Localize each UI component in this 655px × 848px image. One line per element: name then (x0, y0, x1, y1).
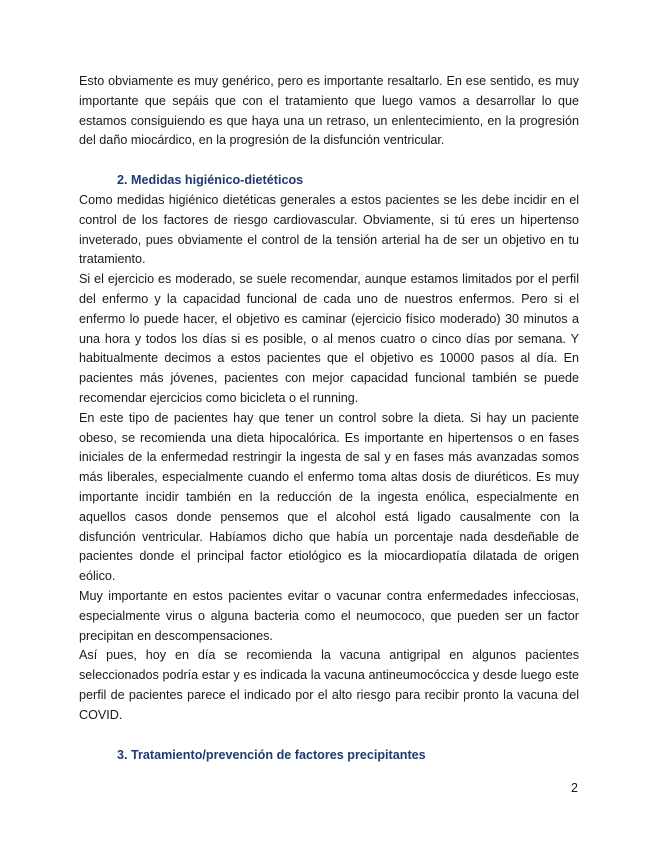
section-2-paragraph-4: Muy importante en estos pacientes evitar o vacunar contra enfermedades infecciosas, especialmente virus o alguna bacteria como el neumococo, que pueden ser un factor precipitan en descompensaciones. (79, 588, 579, 643)
section-2-paragraph-1: Como medidas higiénico dietéticas generales a estos pacientes se les debe incidir en el control de los factores de riesgo cardiovascular. Obviamente, si tú eres un hipertenso inveterado, pues obviamente el control de la tensión arterial ha de ser un objetivo en tu tratamiento. (79, 192, 579, 267)
page-number: 2 (570, 781, 578, 795)
section-2-paragraph-5: Así pues, hoy en día se recomienda la vacuna antigripal en algunos pacientes seleccionados podría estar y es indicada la vacuna antineumocóccica y desde luego este perfil de pacientes parece el indicado por el alto riesgo para recibir pronto la vacuna del COVID. (79, 648, 579, 722)
section-2-paragraph-3: En este tipo de pacientes hay que tener un control sobre la dieta. Si hay un paciente obeso, se recomienda una dieta hipocalórica. Es importante en hipertensos o en fases iniciales de la enfermedad restringir la ingesta de sal y en fases más avanzadas somos más liberales, especialmente cuando el enfermo toma altas dosis de diuréticos. Es muy importante incidir también en la reducción de la ingesta enólica, especialmente en aquellos casos donde pensemos que el alcohol está ligado causalmente con la disfunción ventricular. Habíamos dicho que había un porcentaje nada desdeñable de pacientes donde el principal factor etiológico es la miocardiopatía dilatada de origen eólico. (79, 410, 579, 584)
section-2-heading: 2. Medidas higiénico-dietéticos (117, 173, 304, 188)
intro-paragraph: Esto obviamente es muy genérico, pero es importante resaltarlo. En ese sentido, es muy importante que sepáis que con el tratamiento que luego vamos a desarrollar lo que estamos consiguiendo es que haya una un retraso, un enlentecimiento, en la progresión del daño miocárdico, en la progresión de la disfunción ventricular. (79, 74, 579, 148)
document-page (79, 72, 579, 765)
section-3-heading: 3. Tratamiento/prevención de factores precipitantes (117, 747, 426, 762)
section-2-paragraph-2: Si el ejercicio es moderado, se suele recomendar, aunque estamos limitados por el perfil del enfermo y la capacidad funcional de cada uno de nuestros enfermos. Pero si el enfermo lo puede hacer, el objetivo es caminar (ejercicio físico moderado) 30 minutos a una hora y todos los días si es posible, o al menos cuatro o cinco días por semana. Y habitualmente decimos a estos pacientes que el objetivo es 10000 pasos al día. En pacientes más jóvenes, pacientes con mejor capacidad funcional también se puede recomendar ejercicios como bicicleta o el running. (79, 272, 579, 405)
